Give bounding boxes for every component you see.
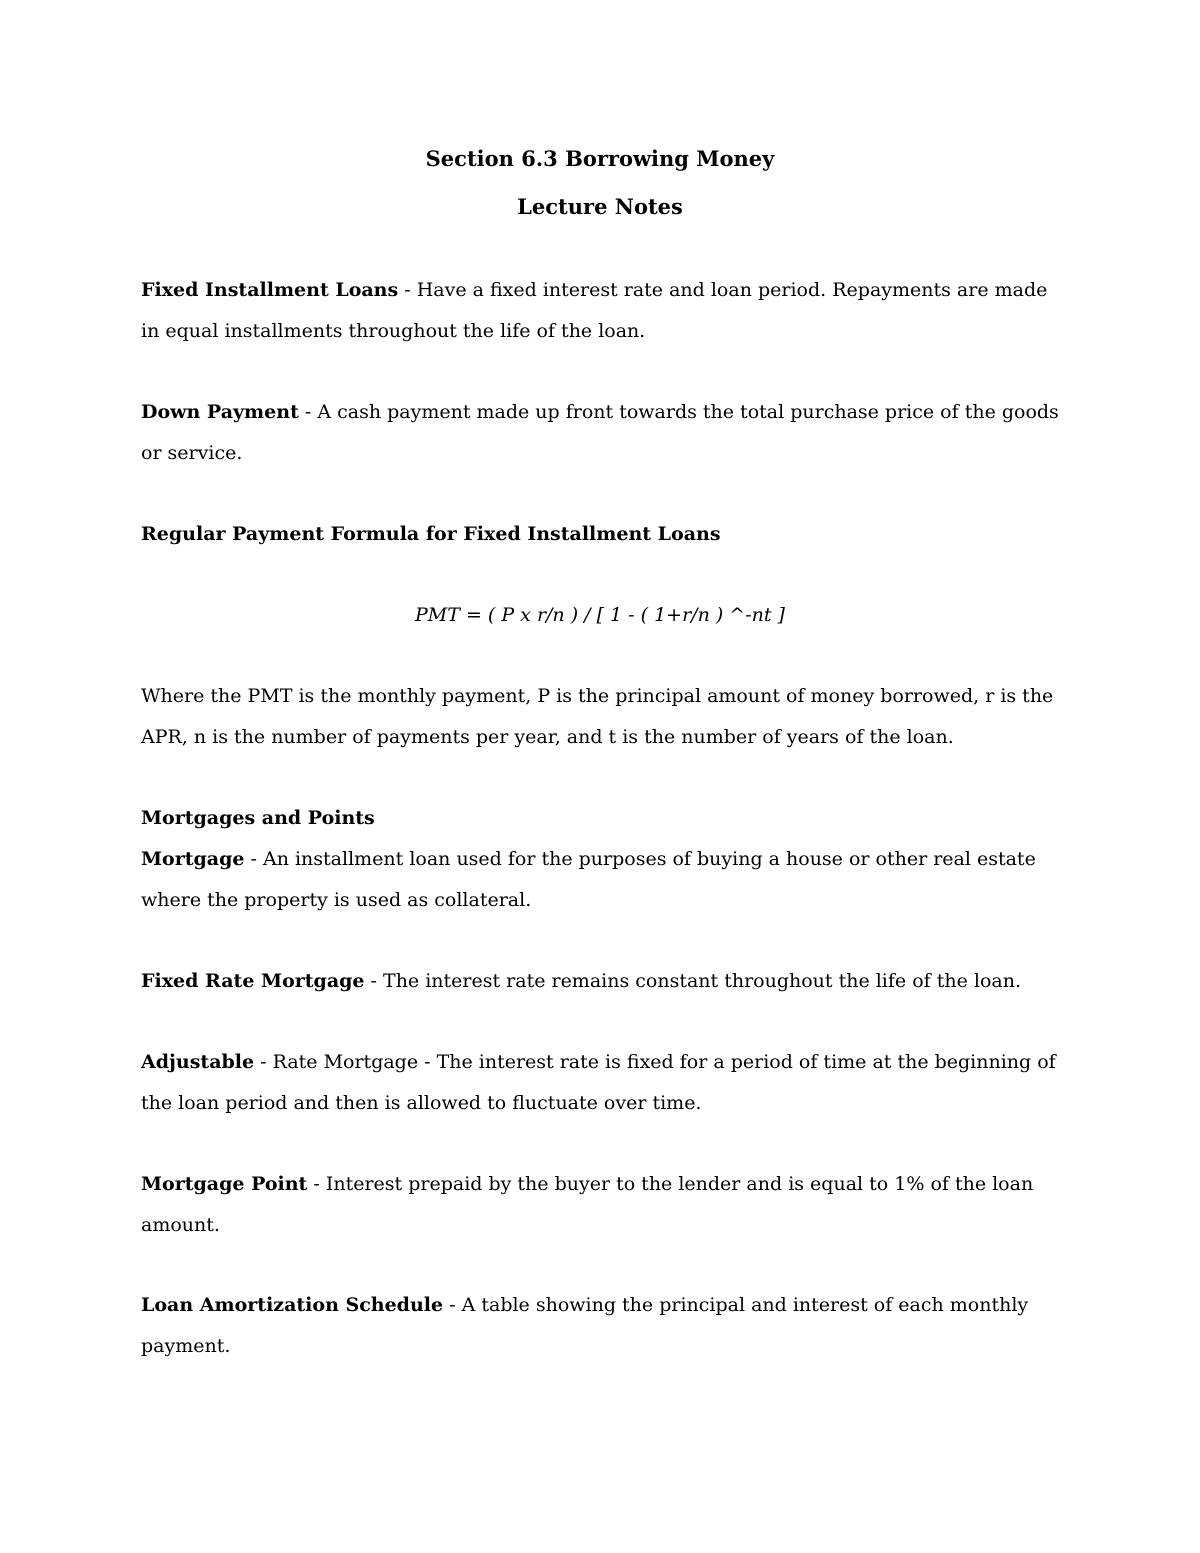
definition-text: - A cash payment made up front towards the total purchase price of the goods or service. (141, 401, 1059, 464)
term-mortgage-point: Mortgage Point (141, 1173, 308, 1195)
heading-mortgages-and-points: Mortgages and Points (141, 807, 375, 829)
formula-explanation: Where the PMT is the monthly payment, P is the principal amount of money borrowed, r is the APR, n is the number of payments per year, and t is the number of years of the loan. (141, 685, 1054, 748)
term-down-payment: Down Payment (141, 401, 299, 423)
definition-text: - Have a fixed interest rate and loan period. Repayments are made in equal installments throughout the life of the loan. (141, 279, 1048, 342)
definition-loan-amortization-schedule (141, 1285, 1071, 1367)
definition-fixed-rate-mortgage (141, 961, 1071, 1002)
definition-text: - Interest prepaid by the buyer to the lender and is equal to 1% of the loan amount. (141, 1173, 1034, 1236)
definition-text: - An installment loan used for the purposes of buying a house or other real estate where the property is used as collateral. (141, 848, 1036, 911)
term-loan-amortization-schedule: Loan Amortization Schedule (141, 1294, 444, 1316)
definition-text: - Rate Mortgage - The interest rate is fixed for a period of time at the beginning of the loan period and then is allowed to fluctuate over time. (141, 1051, 1056, 1114)
term-fixed-rate-mortgage: Fixed Rate Mortgage (141, 970, 365, 992)
definition-mortgage-point (141, 1164, 1071, 1246)
page-subtitle: Lecture Notes (517, 194, 683, 219)
term-mortgage: Mortgage (141, 848, 245, 870)
definition-fixed-installment-loans (141, 270, 1071, 352)
pmt-formula: PMT = ( P x r/n ) / [ 1 - ( 1+r/n ) ^-nt ] (415, 604, 785, 626)
definition-text: - The interest rate remains constant throughout the life of the loan. (364, 970, 1021, 992)
definition-adjustable (141, 1042, 1071, 1124)
definition-down-payment (141, 392, 1071, 474)
page-title: Section 6.3 Borrowing Money (425, 146, 775, 171)
term-fixed-installment-loans: Fixed Installment Loans (141, 279, 399, 301)
definition-text: - A table showing the principal and interest of each monthly payment. (141, 1294, 1029, 1357)
term-adjustable: Adjustable (141, 1051, 255, 1073)
heading-regular-payment-formula: Regular Payment Formula for Fixed Installment Loans (141, 523, 721, 545)
definition-mortgage (141, 839, 1071, 921)
